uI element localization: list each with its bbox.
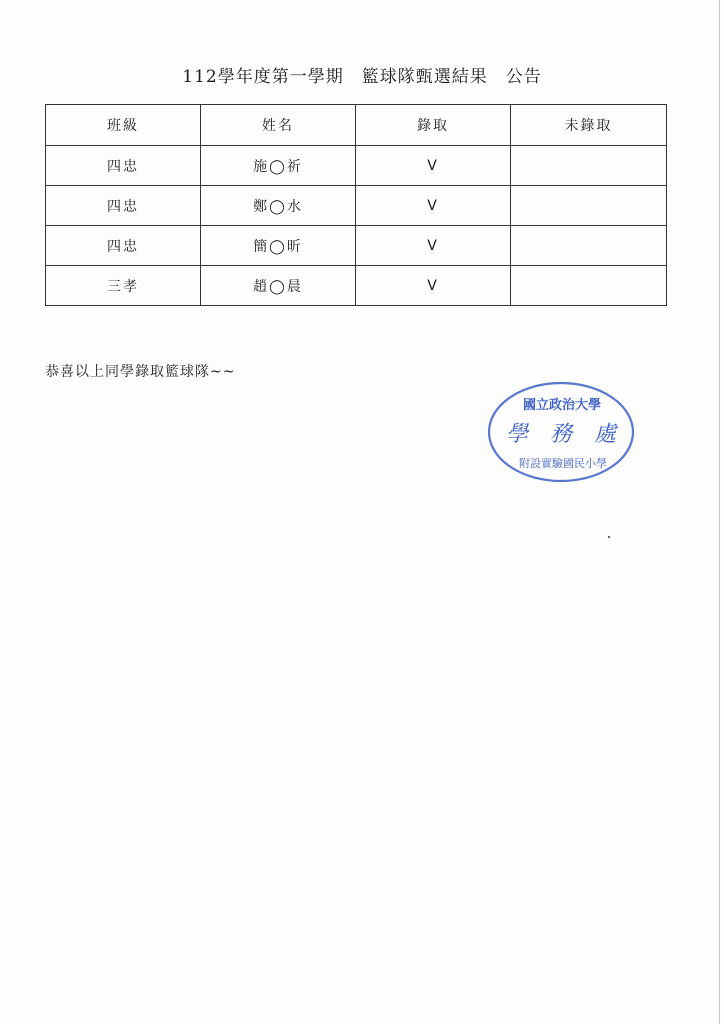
stamp-text (506, 397, 619, 470)
cell-admitted-mark: V (356, 266, 511, 306)
cell-admitted-mark: V (356, 146, 511, 186)
cell-name: 簡◯昕 (201, 226, 356, 266)
header-admitted: 錄取 (356, 105, 511, 146)
cell-not-admitted (511, 186, 667, 226)
stamp-line-3: 附設實驗國民小學 (519, 457, 607, 470)
office-seal-stamp (486, 380, 636, 484)
cell-name: 趙◯晨 (201, 266, 356, 306)
cell-name: 鄭◯水 (201, 186, 356, 226)
cell-admitted-mark: V (356, 186, 511, 226)
header-class: 班級 (46, 105, 201, 146)
results-table (45, 104, 667, 306)
congratulations-text: 恭喜以上同學錄取籃球隊~~ (45, 364, 236, 380)
table-row (46, 226, 667, 266)
table-row (46, 266, 667, 306)
table-row (46, 186, 667, 226)
cell-class: 四忠 (46, 146, 201, 186)
stamp-line-2: 學 務 處 (505, 422, 617, 447)
cell-class: 三孝 (46, 266, 201, 306)
cell-name: 施◯祈 (201, 146, 356, 186)
stamp-line-1: 國立政治大學 (522, 398, 602, 413)
cell-admitted-mark: V (356, 226, 511, 266)
page-edge-line (719, 0, 720, 1024)
cell-class: 四忠 (46, 186, 201, 226)
announcement-title: 112學年度第一學期 籃球隊甄選結果 公告 (182, 67, 542, 87)
header-name: 姓名 (201, 105, 356, 146)
table-header-row (46, 105, 667, 146)
cell-not-admitted (511, 226, 667, 266)
scan-speck (608, 536, 610, 538)
header-not-admitted: 未錄取 (511, 105, 667, 146)
table-row (46, 146, 667, 186)
cell-class: 四忠 (46, 226, 201, 266)
cell-not-admitted (511, 266, 667, 306)
cell-not-admitted (511, 146, 667, 186)
